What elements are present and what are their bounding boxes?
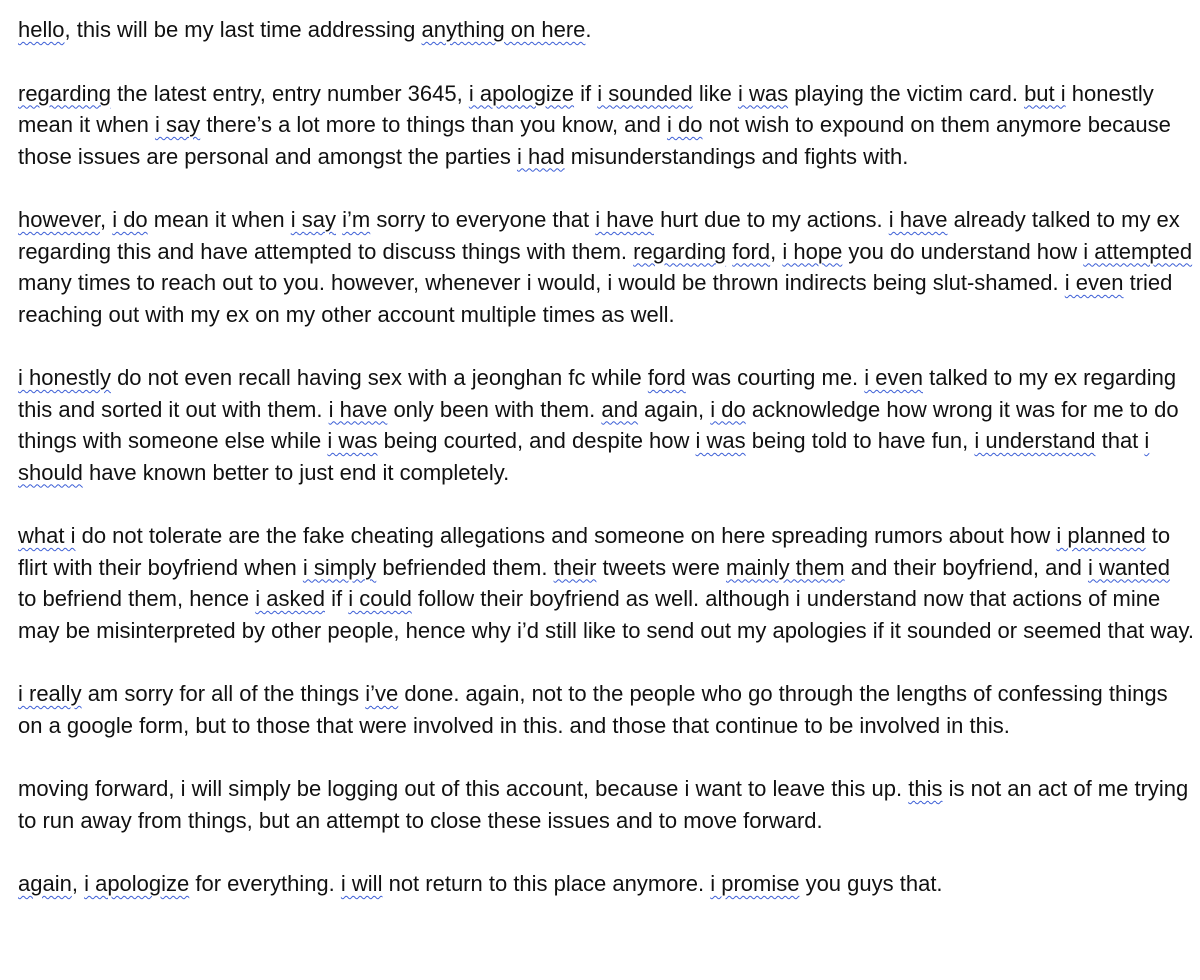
paragraph-text: the latest entry, entry number 3645, [110,80,469,106]
paragraph-text: misunderstandings and fights with. [564,143,909,169]
spellcheck-flagged-text[interactable]: i hope [782,238,843,264]
paragraph-3 [18,204,1194,330]
spellcheck-flagged-text[interactable]: i do [710,396,746,422]
spellcheck-flagged-text[interactable]: what i [18,523,76,548]
spellcheck-flagged-text[interactable]: i have [888,207,948,232]
spellcheck-flagged-text[interactable]: i honestly [18,365,111,390]
paragraph-2 [18,78,1194,173]
paragraph-text: have known better to just end it completely. [82,459,510,485]
spellcheck-flagged-text[interactable]: ford [647,365,686,390]
spellcheck-flagged-text[interactable]: i say [154,112,201,137]
spellcheck-flagged-text[interactable]: i do [112,207,148,232]
paragraph-text: if [574,80,598,106]
paragraph-text: moving forward, i will simply be logging out of this account, because i want to leave this up. [18,776,909,801]
paragraph-text: is not an act of me trying to run away from things, but an attempt to close these issues and to move forward. [18,776,1189,833]
spellcheck-flagged-text[interactable]: i should [18,428,1150,485]
paragraph-text: tweets were [596,554,726,580]
paragraph-text: already talked to my ex regarding this and have attempted to discuss things with them. [18,207,1180,264]
spellcheck-flagged-text[interactable]: and [601,396,639,422]
document-body[interactable] [18,14,1194,900]
paragraph-text: , this will be my last time addressing [64,17,422,42]
paragraph-text: being told to have fun, [745,428,975,453]
paragraph-5 [18,520,1194,646]
paragraph-text: you guys that. [799,871,943,896]
spellcheck-flagged-text[interactable]: hello [18,17,65,42]
spellcheck-flagged-text[interactable]: i have [328,396,388,422]
paragraph-text: , [770,238,783,264]
paragraph-text: that [1095,428,1145,453]
spellcheck-flagged-text[interactable]: i do [667,112,703,137]
spellcheck-flagged-text[interactable]: again [18,871,72,896]
paragraph-text: sorry to everyone that [370,207,596,232]
spellcheck-flagged-text[interactable]: i apologize [84,871,190,896]
paragraph-text: not return to this place anymore. [382,871,711,896]
spellcheck-flagged-text[interactable]: i have [595,207,654,232]
spellcheck-flagged-text[interactable]: i sounded [597,80,693,106]
paragraph-8 [18,868,1194,900]
spellcheck-flagged-text[interactable]: i’ve [365,681,399,706]
paragraph-text: , [71,871,85,896]
spellcheck-flagged-text[interactable]: i say [290,207,336,232]
spellcheck-flagged-text[interactable]: however [18,207,100,232]
paragraph-text: being courted, and despite how [377,428,696,453]
spellcheck-flagged-text[interactable]: regarding [633,238,727,264]
paragraph-text: tried reaching out with my ex on my other account multiple times as well. [18,270,1173,327]
paragraph-text: hurt due to my actions. [653,207,889,232]
spellcheck-flagged-text[interactable]: i planned [1056,523,1146,548]
paragraph-text: there’s a lot more to things than you know, and [200,112,667,137]
spellcheck-flagged-text[interactable]: i had [516,143,565,169]
paragraph-text: and their boyfriend, and [844,554,1088,580]
spellcheck-flagged-text[interactable]: i asked [255,586,325,611]
paragraph-text: follow their boyfriend as well. although i understand now that actions of mine may be misinterpreted by other people, hence why i’d still like to send out my apologies if it sounded or seemed that way. [18,586,1195,643]
paragraph-text: playing the victim card. [788,80,1025,106]
spellcheck-flagged-text[interactable]: ford [732,238,771,264]
paragraph-text: to flirt with their boyfriend when [18,523,1171,580]
spellcheck-flagged-text[interactable]: i was [737,80,789,106]
spellcheck-flagged-text[interactable]: i really [18,681,82,706]
spellcheck-flagged-text[interactable]: i understand [974,428,1096,453]
spellcheck-flagged-text[interactable]: i simply [302,554,377,580]
spellcheck-flagged-text[interactable]: anything on here [421,17,586,42]
paragraph-text: only been with them. [387,396,602,422]
paragraph-text: again, [638,396,711,422]
paragraph-text: honestly mean it when [18,80,1154,137]
paragraph-text: you do understand how [842,238,1084,264]
paragraph-7 [18,773,1194,836]
spellcheck-flagged-text[interactable]: i will [340,871,383,896]
spellcheck-flagged-text[interactable]: i promise [710,871,800,896]
paragraph-text: if [324,586,349,611]
paragraph-text: many times to reach out to you. however, whenever i would, i would be thrown indirects being slut-shamed. [18,270,1065,295]
spellcheck-flagged-text[interactable]: mainly them [726,554,845,580]
spellcheck-flagged-text[interactable]: i even [864,365,923,390]
paragraph-text: do not even recall having sex with a jeonghan fc while [110,365,648,390]
spellcheck-flagged-text[interactable]: regarding [18,80,111,106]
paragraph-text: , [99,207,113,232]
spellcheck-flagged-text[interactable]: but i [1024,80,1066,106]
paragraph-text: acknowledge how wrong it was for me to do things with someone else while [18,396,1179,453]
paragraph-text: for everything. [189,871,341,896]
paragraph-text: was courting me. [685,365,865,390]
spellcheck-flagged-text[interactable]: i was [327,428,378,453]
paragraph-text: do not tolerate are the fake cheating allegations and someone on here spreading rumors about how [75,523,1057,548]
spellcheck-flagged-text[interactable]: i wanted [1087,554,1170,580]
paragraph-text: am sorry for all of the things [81,681,366,706]
spellcheck-flagged-text[interactable]: their [553,554,597,580]
paragraph-text: to befriend them, hence [18,586,256,611]
spellcheck-flagged-text[interactable]: i could [348,586,412,611]
paragraph-text: done. again, not to the people who go through the lengths of confessing things on a google form, but to those that were involved in this. and those that continue to be involved in this. [18,681,1168,738]
paragraph-text: . [585,17,592,42]
paragraph-text: mean it when [147,207,291,232]
spellcheck-flagged-text[interactable]: i was [695,428,746,453]
spellcheck-flagged-text[interactable]: i’m [342,207,371,232]
spellcheck-flagged-text[interactable]: i even [1064,270,1124,295]
spellcheck-flagged-text[interactable]: i apologize [468,80,575,106]
paragraph-text: like [692,80,738,106]
spellcheck-flagged-text[interactable]: i attempted [1083,238,1193,264]
paragraph-1 [18,14,1194,46]
spellcheck-flagged-text[interactable]: this [908,776,943,801]
paragraph-text: befriended them. [376,554,554,580]
paragraph-6 [18,678,1194,741]
paragraph-text: not wish to expound on them anymore because those issues are personal and amongst the parties [18,112,1171,169]
paragraph-4 [18,362,1194,488]
paragraph-text: talked to my ex regarding this and sorted it out with them. [18,365,1177,422]
